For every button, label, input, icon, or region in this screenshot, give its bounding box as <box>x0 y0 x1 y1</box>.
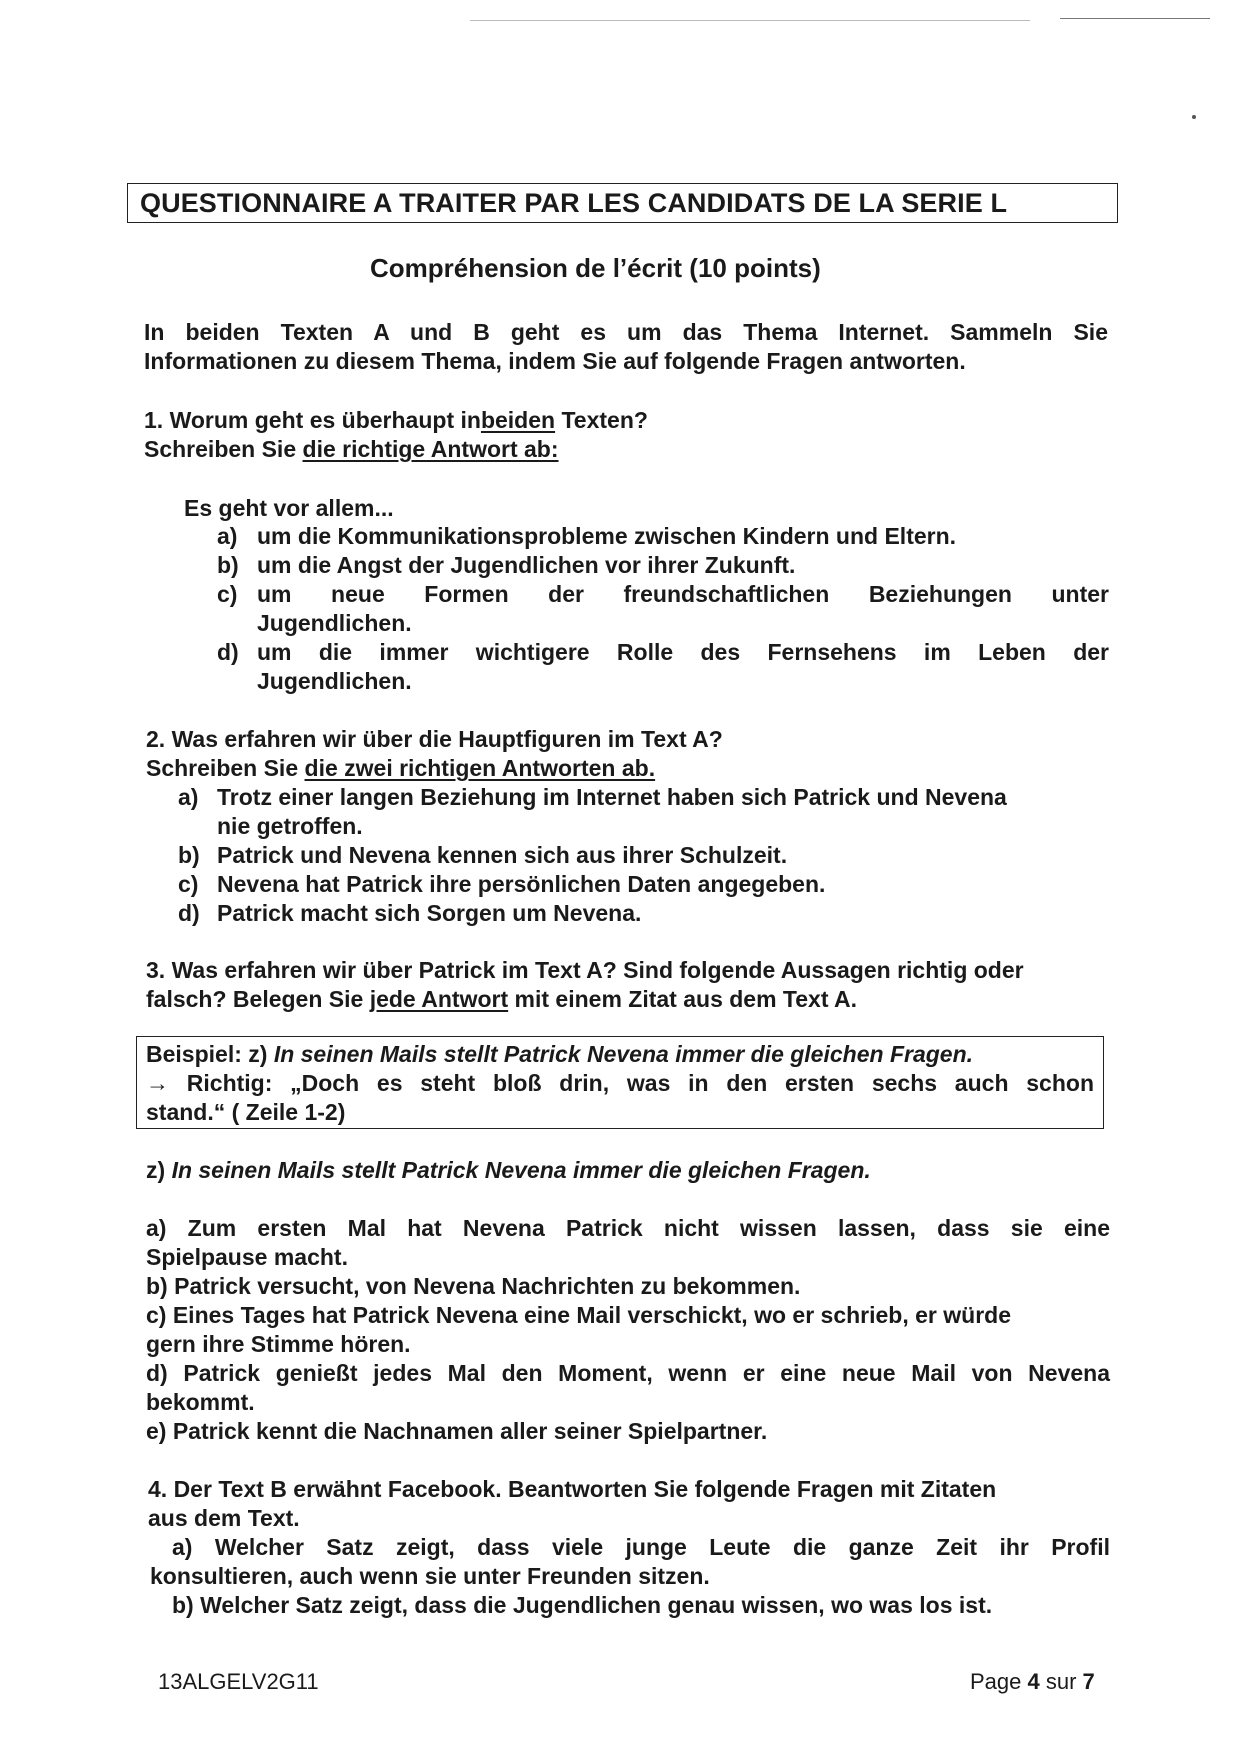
q1-option-a-text: um die Kommunikationsprobleme zwischen Kindern und Eltern. <box>257 523 957 549</box>
scan-speck <box>1192 115 1196 119</box>
q1-instruction-underlined: die richtige Antwort ab: <box>302 436 559 462</box>
section-title: Compréhension de l’écrit (10 points) <box>370 253 821 283</box>
q4-line-2: aus dem Text. <box>148 1505 300 1531</box>
header-box <box>127 183 1118 223</box>
q2-option-d-text: Patrick macht sich Sorgen um Nevena. <box>217 900 642 926</box>
q1-option-d-letter: d) <box>217 639 239 665</box>
example-line-3: stand.“ ( Zeile 1-2) <box>146 1099 346 1125</box>
q1-instruction-pre: Schreiben Sie <box>144 436 303 462</box>
q1-title-pre: 1. Worum geht es überhaupt in <box>144 407 481 433</box>
q1-title-post: Texten? <box>555 407 648 433</box>
q3-statement-a-1: a) Zum ersten Mal hat Nevena Patrick nicht wissen lassen, dass sie eine <box>146 1215 1110 1241</box>
q2-option-c-letter: c) <box>178 871 199 897</box>
q3-statement-d-1: d) Patrick genießt jedes Mal den Moment, wenn er eine neue Mail von Nevena <box>146 1360 1110 1386</box>
intro-line-1: In beiden Texten A und B geht es um das Thema Internet. Sammeln Sie <box>144 319 1108 345</box>
q3-line-1: 3. Was erfahren wir über Patrick im Text A? Sind folgende Aussagen richtig oder <box>146 957 1024 983</box>
q2-option-c-text: Nevena hat Patrick ihre persönlichen Daten angegeben. <box>217 871 826 897</box>
q3-z-statement <box>146 1156 871 1184</box>
q4-b-line-1: b) Welcher Satz zeigt, dass die Jugendlichen genau wissen, wo was los ist. <box>172 1592 993 1618</box>
footer-page-num: 4 <box>1027 1669 1040 1694</box>
q1-option-d-text-2: Jugendlichen. <box>257 668 412 694</box>
q3-statement-e: e) Patrick kennt die Nachnamen aller seiner Spielpartner. <box>146 1418 768 1444</box>
q3-z-text: In seinen Mails stellt Patrick Nevena immer die gleichen Fragen. <box>171 1157 871 1183</box>
footer-code: 13ALGELV2G11 <box>158 1669 319 1694</box>
q1-option-c-text-2: Jugendlichen. <box>257 610 412 636</box>
q1-title <box>144 406 648 434</box>
q2-option-d-letter: d) <box>178 900 200 926</box>
footer-page-mid: sur <box>1039 1669 1083 1694</box>
q4-line-1: 4. Der Text B erwähnt Facebook. Beantworten Sie folgende Fragen mit Zitaten <box>148 1476 997 1502</box>
q1-lead: Es geht vor allem... <box>184 495 394 521</box>
q3-statement-b: b) Patrick versucht, von Nevena Nachrichten zu bekommen. <box>146 1273 801 1299</box>
example-line-2: → Richtig: „Doch es steht bloß drin, was in den ersten sechs auch schon <box>146 1070 1094 1096</box>
q3-statement-d-2: bekommt. <box>146 1389 255 1415</box>
q3-z-label: z) <box>146 1157 172 1183</box>
q3-statement-c-2: gern ihre Stimme hören. <box>146 1331 411 1357</box>
q4-a-line-2: konsultieren, auch wenn sie unter Freunden sitzen. <box>150 1563 710 1589</box>
q2-option-b-letter: b) <box>178 842 200 868</box>
q4-a-line-1: a) Welcher Satz zeigt, dass viele junge Leute die ganze Zeit ihr Profil <box>172 1534 1110 1560</box>
q2-instruction-underlined: die zwei richtigen Antworten ab. <box>304 755 656 781</box>
q3-line-2-post: mit einem Zitat aus dem Text A. <box>508 986 858 1012</box>
q3-statement-a-2: Spielpause macht. <box>146 1244 348 1270</box>
footer-page-total: 7 <box>1082 1669 1095 1694</box>
header-title: QUESTIONNAIRE A TRAITER PAR LES CANDIDATS DE LA SERIE L <box>140 188 1008 218</box>
q1-option-b-text: um die Angst der Jugendlichen vor ihrer Zukunft. <box>257 552 796 578</box>
q2-instruction-pre: Schreiben Sie <box>146 755 305 781</box>
q2-instruction <box>146 754 655 782</box>
q1-option-a-letter: a) <box>217 523 238 549</box>
scan-artifact-top-right <box>1060 18 1210 19</box>
q1-option-c-text-1: um neue Formen der freundschaftlichen Beziehungen unter <box>257 581 1109 607</box>
intro-line-2: Informationen zu diesem Thema, indem Sie auf folgende Fragen antworten. <box>144 348 966 374</box>
q2-option-b-text: Patrick und Nevena kennen sich aus ihrer Schulzeit. <box>217 842 788 868</box>
example-label: Beispiel: z) <box>146 1041 274 1067</box>
example-line-1 <box>146 1040 973 1068</box>
q2-option-a-text-1: Trotz einer langen Beziehung im Internet haben sich Patrick und Nevena <box>217 784 1007 810</box>
footer-page-pre: Page <box>970 1669 1028 1694</box>
q3-line-2-underlined: jede Antwort <box>369 986 509 1012</box>
q3-line-2 <box>146 985 857 1013</box>
footer-page <box>970 1668 1095 1696</box>
q1-option-c-letter: c) <box>217 581 238 607</box>
example-italic: In seinen Mails stellt Patrick Nevena immer die gleichen Fragen. <box>273 1041 974 1067</box>
scan-artifact-top <box>470 20 1030 21</box>
q1-instruction <box>144 435 559 463</box>
q2-option-a-text-2: nie getroffen. <box>217 813 363 839</box>
q2-title: 2. Was erfahren wir über die Hauptfiguren im Text A? <box>146 726 723 752</box>
q2-option-a-letter: a) <box>178 784 199 810</box>
q1-option-b-letter: b) <box>217 552 239 578</box>
q1-title-underlined: beiden <box>480 407 556 433</box>
q3-statement-c-1: c) Eines Tages hat Patrick Nevena eine Mail verschickt, wo er schrieb, er würde <box>146 1302 1011 1328</box>
q1-option-d-text-1: um die immer wichtigere Rolle des Fernsehens im Leben der <box>257 639 1109 665</box>
q3-line-2-pre: falsch? Belegen Sie <box>146 986 370 1012</box>
